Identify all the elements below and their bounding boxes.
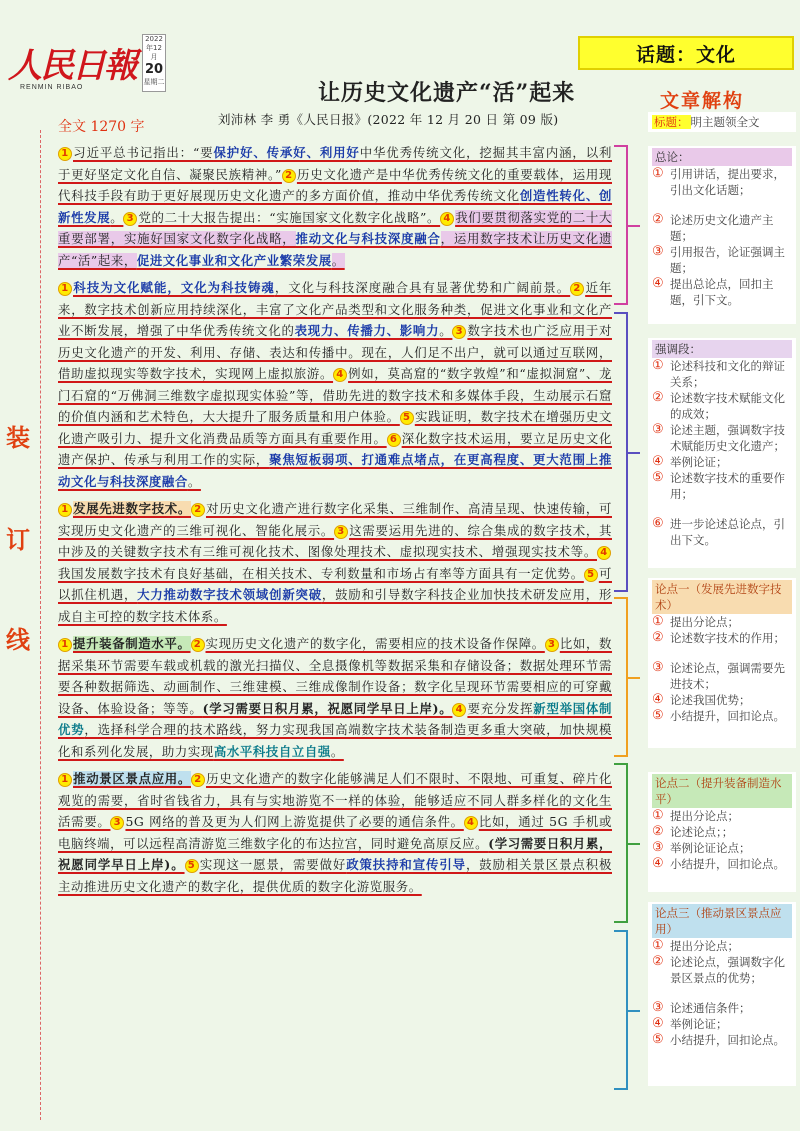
sidebar-item	[652, 660, 792, 692]
sentence-text: ，鼓励和引导数字科技企业加快技术研发应用，形成自主可控的数字技术体系。	[58, 587, 612, 624]
article-body	[58, 140, 612, 901]
sidebar-item	[652, 1000, 792, 1016]
sentence-number-marker: 5	[584, 568, 598, 582]
sidebar-item-number: ③	[652, 422, 664, 437]
sidebar-item-number: ④	[652, 856, 664, 871]
sidebar-item-text: 提出分论点；	[670, 939, 739, 953]
sentence-number-marker: 1	[58, 638, 72, 652]
sentence-text: 。	[110, 209, 124, 225]
sidebar-item	[652, 808, 792, 824]
sentence-text: 例如，莫高窟的“数字敦煌”和“虚拟洞窟”、龙门石窟的“万佛洞三维数字虚拟现实体验”等，借助先进的数字技术和多媒体手段，生动展示石窟的价值内涵和艺术特色，大大提升了服务质量和用户体验。	[58, 366, 612, 424]
newspaper-logo	[8, 38, 138, 91]
sidebar-item-text: 论述历史文化遗产主题；	[670, 213, 774, 243]
sidebar-item-text: 提出分论点；	[670, 809, 739, 823]
binding-char-3: 线	[6, 626, 30, 654]
sentence-text: 。	[439, 323, 453, 338]
sidebar-item-text: 论述论点；；	[670, 825, 734, 839]
sidebar-item	[652, 856, 792, 872]
sidebar-item	[652, 166, 792, 198]
sidebar-item-number: ①	[652, 938, 664, 953]
sentence-number-marker: 1	[58, 503, 72, 517]
article-title: 让历史文化遗产“活”起来	[318, 80, 576, 106]
sidebar-item-text: 论述科技和文化的辩证关系；	[670, 359, 785, 389]
sidebar-item	[652, 1032, 792, 1048]
sentence-number-marker: 6	[387, 433, 401, 447]
sidebar-item	[652, 358, 792, 390]
sidebar-item-number: ①	[652, 808, 664, 823]
sidebar-item	[652, 614, 792, 630]
sidebar-item	[652, 708, 792, 724]
sidebar-item-number: ⑤	[652, 1032, 664, 1047]
sentence-number-marker: 4	[597, 546, 611, 560]
paragraph-transition	[58, 275, 612, 494]
paragraph-text	[58, 766, 612, 899]
sentence-number-marker: 1	[58, 773, 72, 787]
highlighted-phrase: 发展先进数字技术。	[73, 501, 191, 516]
sidebar-item-number: ③	[652, 840, 664, 855]
sentence-number-marker: 5	[185, 859, 199, 873]
word-count: 全文 1270 字	[58, 119, 145, 135]
sidebar-item	[652, 630, 792, 646]
highlighted-phrase: 推动文化与科技深度融合	[295, 231, 441, 246]
sidebar-item	[652, 824, 792, 840]
highlighted-phrase: 新型举国体制优势	[58, 700, 613, 737]
sidebar-item	[652, 454, 792, 470]
sidebar-item-text: 引用报告，论证强调主题；	[670, 245, 785, 275]
bracket-point1	[614, 597, 628, 757]
sentence-text: 实践证明，数字技术在增强历史文化遗产吸引力、提升文化消费品质等方面具有重要作用。	[58, 409, 613, 446]
paragraph-text	[58, 275, 612, 494]
binding-dashed-line	[40, 130, 41, 1120]
sidebar-item	[652, 422, 792, 454]
sentence-text: 实现这一愿景，需要做好	[199, 857, 347, 872]
sidebar-item-text: 论述数字技术的重要作用；	[670, 471, 785, 501]
sentence-number-marker: 4	[440, 212, 454, 226]
sentence-text: (学习需要日积月累，祝愿同学早日上岸)。	[58, 835, 612, 872]
binding-char-2: 订	[6, 526, 30, 554]
paragraph-text	[58, 140, 612, 273]
sidebar-item	[652, 516, 792, 548]
sentence-number-marker: 2	[570, 282, 584, 296]
sentence-text: 我国发展数字技术有良好基础，在相关技术、专利数量和市场占有率等方面具有一定优势。	[58, 565, 584, 581]
sentence-number-marker: 1	[58, 282, 72, 296]
highlighted-phrase: 表现力、传播力、影响力	[294, 323, 440, 338]
sentence-text: ，文化与科技深度融合具有显著优势和广阔前景。	[274, 280, 571, 295]
sidebar-item	[652, 840, 792, 856]
sentence-number-marker: 3	[123, 212, 137, 226]
binding-char-1: 装	[6, 424, 30, 452]
sidebar-item-number: ④	[652, 692, 664, 707]
sentence-text: 近年来，数字技术创新应用持续深化，丰富了文化产品类型和文化服务种类，促进文化事业和文化产业不断发展，增强了中华优秀传统文化的	[58, 280, 613, 338]
highlighted-phrase: 提升装备制造水平。	[73, 636, 191, 651]
sidebar-item-number: ③	[652, 660, 664, 675]
sentence-text: ，运用数字技术让历史文化遗产“活”起来，	[58, 231, 612, 268]
sidebar-item-text: 论述数字技术赋能文化的成效；	[670, 391, 785, 421]
sidebar-point3	[648, 902, 796, 1086]
sidebar-item-number: ⑥	[652, 516, 664, 531]
sentence-text: 中华优秀传统文化，挖掘其丰富内涵，以利于更好坚定文化自信、凝聚民族精神。”	[58, 145, 612, 182]
sidebar-item	[652, 692, 792, 708]
highlighted-phrase: 科技为文化赋能，文化为科技铸魂	[73, 280, 275, 295]
sidebar-item-text: 提出分论点；	[670, 615, 739, 629]
sentence-text: 5G 网络的普及更为人们网上游览提供了必要的通信条件。	[125, 814, 464, 829]
sentence-number-marker: 4	[452, 703, 466, 717]
highlighted-phrase: 政策扶持和宣传引导	[346, 857, 466, 872]
sentence-number-marker: 4	[333, 368, 347, 382]
sentence-number-marker: 3	[545, 638, 559, 652]
article-byline: 刘沛林 李 勇《人民日报》(2022 年 12 月 20 日 第 09 版)	[218, 112, 559, 127]
sidebar-item-text: 论述主题，强调数字技术赋能历史文化遗产；	[670, 423, 785, 453]
sidebar-item-text: 举例论证论点；	[670, 841, 751, 855]
masthead-day: 20	[144, 62, 164, 77]
sidebar-transition	[648, 338, 796, 568]
sentence-number-marker: 4	[464, 816, 478, 830]
sidebar-item-number: ④	[652, 454, 664, 469]
sidebar-title-box	[648, 112, 796, 132]
sidebar-point1	[648, 578, 796, 748]
sentence-number-marker: 3	[452, 325, 466, 339]
masthead-weekday: 星期二	[143, 78, 165, 86]
sentence-text: 。	[330, 743, 344, 759]
paragraph-point2	[58, 631, 612, 764]
sidebar-item-text: 举例论证；	[670, 1017, 728, 1031]
sentence-number-marker: 2	[191, 503, 205, 517]
sentence-text: 要充分发挥	[467, 700, 534, 716]
sidebar-item-number: ②	[652, 390, 664, 405]
sidebar-item	[652, 470, 792, 502]
sentence-text: 实现历史文化遗产的数字化，需要相应的技术设备作保障。	[205, 636, 545, 651]
sentence-number-marker: 5	[400, 411, 414, 425]
sidebar-item-number: ③	[652, 244, 664, 259]
highlighted-phrase: 促进文化事业和文化产业繁荣发展	[136, 252, 332, 268]
logo-text: 人民日報	[8, 46, 136, 86]
sidebar-item-number: ②	[652, 630, 664, 645]
highlighted-phrase: 创造性转化、创新性发展	[58, 188, 613, 225]
sidebar-item-number: ①	[652, 358, 664, 373]
highlighted-phrase: 保护好、传承好、利用好	[213, 145, 360, 160]
sidebar-item-text: 进一步论述总论点，引出下文。	[670, 517, 785, 547]
sidebar-title-text: 明主题领全文	[690, 115, 760, 129]
sentence-text: 党的二十大报告提出：“实施国家文化数字化战略”。	[138, 209, 441, 225]
sidebar-point1-header: 论点一（发展先进数字技术）	[652, 580, 792, 614]
sentence-number-marker: 2	[191, 638, 205, 652]
masthead-month: 2022年12月	[145, 35, 163, 61]
sidebar-item-number: ④	[652, 276, 664, 291]
paragraph-intro	[58, 140, 612, 273]
sidebar-item	[652, 390, 792, 422]
sentence-text: 可以抓住机遇，	[58, 565, 612, 602]
sidebar-item-number: ⑤	[652, 470, 664, 485]
sentence-text: 比如，通过 5G 手机或电脑终端，可以远程高清游览三维数字化的布达拉宫，同时避免高原反应。	[58, 814, 612, 851]
sidebar-intro-header: 总论：	[652, 148, 792, 166]
highlighted-phrase: 高水平科技自立自强	[213, 743, 331, 759]
sidebar-item-number: ②	[652, 954, 664, 969]
sidebar-item-number: ①	[652, 166, 664, 181]
sentence-number-marker: 1	[58, 147, 72, 161]
paragraph-text	[58, 496, 612, 629]
paragraph-text	[58, 631, 612, 764]
paragraph-point1	[58, 496, 612, 629]
sentence-text: 这需要运用先进的、综合集成的数字技术，其中涉及的关键数字技术有三维可视化技术、图像处理技术、虚拟现实技术、增强现实技术等。	[58, 522, 612, 559]
masthead-date-box	[142, 34, 166, 92]
sidebar-item-text: 小结提升，回扣论点。	[670, 857, 785, 871]
sentence-number-marker: 2	[191, 773, 205, 787]
sidebar-item-text: 小结提升，回扣论点。	[670, 1033, 785, 1047]
sentence-number-marker: 3	[334, 525, 348, 539]
sidebar-item-number: ①	[652, 614, 664, 629]
sidebar-item-text: 提出总论点，回扣主题，引下文。	[670, 277, 774, 307]
sidebar-item-text: 论述我国优势；	[670, 693, 751, 707]
sentence-text: 。	[331, 252, 345, 268]
sidebar-item-text: 论述论点，强调数字化景区景点的优势；	[670, 955, 785, 985]
sentence-text: 对历史文化遗产进行数字化采集、三维制作、高清呈现、快速传输，可实现历史文化遗产的三维可视化、智能化展示。	[58, 501, 612, 538]
sidebar-item-number: ④	[652, 1016, 664, 1031]
bracket-intro	[614, 145, 628, 305]
sidebar-item-text: 举例论证；	[670, 455, 728, 469]
sidebar-item-number: ③	[652, 1000, 664, 1015]
sentence-text: 深化数字技术运用，要立足历史文化遗产保护、传承与利用工作的实际，	[58, 430, 612, 467]
sentence-text: 习近平总书记指出：“要	[73, 145, 214, 160]
sidebar-item	[652, 938, 792, 954]
highlighted-phrase: 大力推动数字技术领域创新突破	[137, 587, 322, 602]
sidebar-intro	[648, 146, 796, 324]
sidebar-point3-header: 论点三（推动景区景点应用）	[652, 904, 792, 938]
logo-subtitle: RENMIN RIBAO	[20, 84, 84, 91]
sidebar-item-text: 论述论点，强调需要先进技术；	[670, 661, 785, 691]
sentence-text: ，选择科学合理的技术路线，努力实现我国高端数字技术装备制造更多重大突破，加快规模化和系列化发展，助力实现	[58, 722, 612, 759]
sentence-text: 。	[187, 473, 201, 489]
sidebar-item-text: 小结提升，回扣论点。	[670, 709, 785, 723]
bracket-transition	[614, 312, 628, 592]
sidebar-item-number: ②	[652, 212, 664, 227]
sentence-number-marker: 2	[282, 169, 296, 183]
sidebar-point2	[648, 772, 796, 892]
highlighted-phrase: 推动景区景点应用。	[73, 771, 191, 786]
sidebar-item-number: ⑤	[652, 708, 664, 723]
topic-badge: 话题：文化	[578, 36, 794, 70]
analysis-title: 文章解构	[660, 90, 745, 112]
sidebar-item	[652, 276, 792, 308]
sidebar-item-number: ②	[652, 824, 664, 839]
sentence-text: 数字技术也广泛应用于对历史文化遗产的开发、利用、存储、表达和传播中。现在，人们足不出户，就可以通过互联网，借助虚拟现实等数字技术，实现网上虚拟旅游。	[58, 323, 612, 381]
sidebar-item-text: 引用讲话，提出要求，引出文化话题；	[670, 167, 785, 197]
paragraph-point3	[58, 766, 612, 899]
sidebar-item	[652, 954, 792, 986]
sidebar-item	[652, 212, 792, 244]
sidebar-item	[652, 1016, 792, 1032]
sentence-text: 我们要贯彻落实党的二十大重要部署，实施好国家文化数字化战略，	[58, 209, 612, 246]
sentence-text: 历史文化遗产的数字化能够满足人们不限时、不限地、可重复、碎片化观览的需要，省时省钱省力，具有与实地游览不一样的体验，能够适应不同人群多样化的文化生活需要。	[58, 771, 612, 829]
bracket-point2	[614, 763, 628, 923]
sentence-text: ，鼓励相关景区景点积极主动推进历史文化遗产的数字化，提供优质的数字化游览服务。	[58, 857, 612, 894]
sidebar-item-text: 论述通信条件；	[670, 1001, 751, 1015]
sidebar-item-text: 论述数字技术的作用；	[670, 631, 785, 645]
sentence-number-marker: 3	[110, 816, 124, 830]
sidebar-point2-header: 论点二（提升装备制造水平）	[652, 774, 792, 808]
sentence-text: 历史文化遗产是中华优秀传统文化的重要载体，运用现代科技手段有助于更好展现历史文化遗产的多方面价值，推动中华优秀传统文化	[58, 166, 612, 203]
highlighted-phrase: 聚焦短板弱项、打通难点堵点，在更高程度、更大范围上推动文化与科技深度融合	[58, 452, 612, 489]
sidebar-item	[652, 244, 792, 276]
sidebar-title-label: 标题：	[654, 115, 689, 129]
sentence-text: (学习需要日积月累，祝愿同学早日上岸)。	[202, 700, 453, 716]
sentence-text: 比如，数据采集环节需要车载或机载的激光扫描仪、全息摄像机等数据采集和存储设备；数据处理环节需要各种数据筛选、动画制作、三维建模、三维成像制作设备；数字化呈现环节需要相应的可穿戴设备、体验设备；等等。	[58, 636, 613, 716]
bracket-point3	[614, 930, 628, 1090]
sidebar-transition-header: 强调段：	[652, 340, 792, 358]
